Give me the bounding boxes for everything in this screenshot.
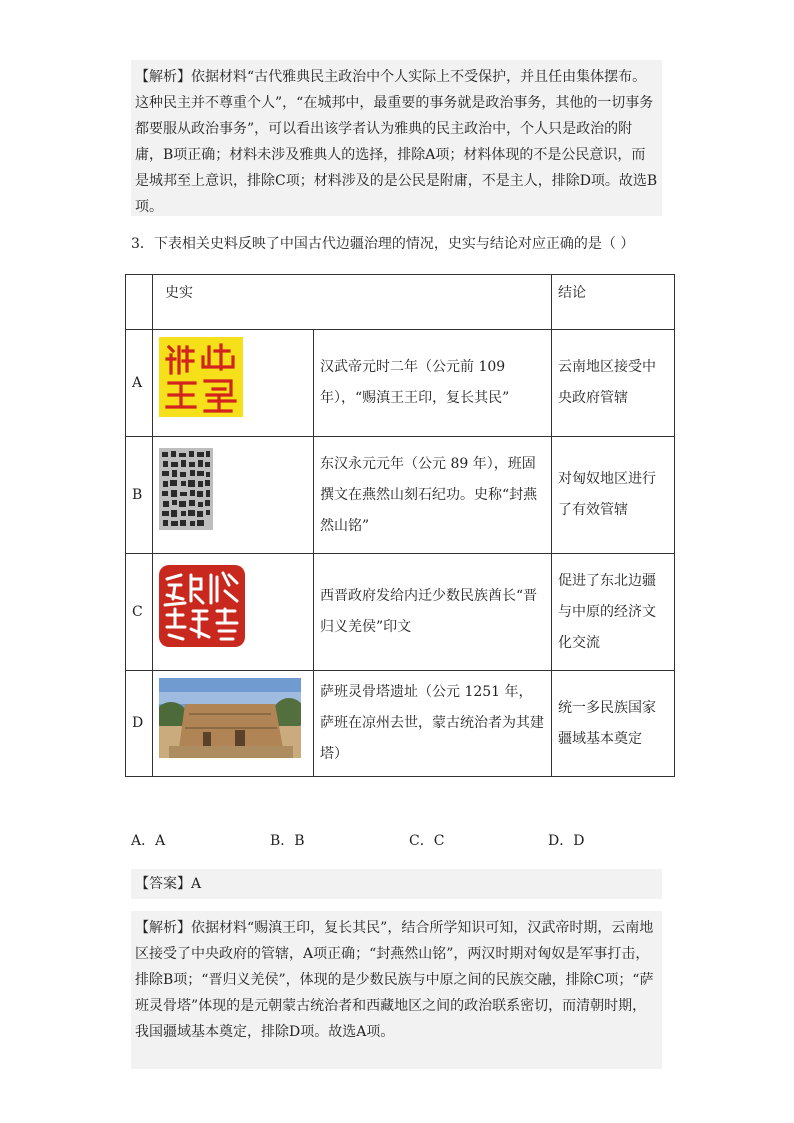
table-header-row bbox=[126, 275, 675, 330]
row-label: B bbox=[126, 437, 153, 554]
analysis-text-2: 【解析】依据材料“赐滇王印，复长其民”，结合所学知识可知，汉武帝时期，云南地区接受了中央政府的管辖，A项正确；“封燕然山铭”，两汉时期对匈奴是军事打击，排除B项；“晋归义羌侯”，体现的是少数民族与中原之间的民族交融，排除C项；“萨班灵骨塔”体现的是元朝蒙古统治者和西藏地区之间的政治联系密切，而清朝时期，我国疆域基本奠定，排除D项。故选A项。 bbox=[135, 920, 654, 1040]
option-d[interactable]: D．D bbox=[548, 833, 585, 849]
fact-cell: 汉武帝元时二年（公元前 109 年），“赐滇王王印，复长其民” bbox=[314, 330, 552, 437]
seal-red-image bbox=[159, 565, 245, 647]
seal-yellow-image bbox=[159, 337, 243, 417]
conclusion-cell: 对匈奴地区进行了有效管辖 bbox=[552, 437, 675, 554]
option-b[interactable]: B．B bbox=[270, 833, 305, 849]
row-label: D bbox=[126, 671, 153, 777]
answer-text: 【答案】A bbox=[135, 876, 202, 892]
fact-cell: 东汉永元元年（公元 89 年），班固撰文在燕然山刻石纪功。史称“封燕然山铭” bbox=[314, 437, 552, 554]
header-conclusion: 结论 bbox=[552, 275, 675, 330]
table-row bbox=[126, 330, 675, 437]
question-text: 3．下表相关史料反映了中国古代边疆治理的情况，史实与结论对应正确的是（ ） bbox=[131, 236, 635, 252]
header-facts: 史实 bbox=[153, 275, 552, 330]
pagoda-ruin-photo bbox=[159, 678, 301, 758]
conclusion-cell: 云南地区接受中央政府管辖 bbox=[552, 330, 675, 437]
answer-box bbox=[131, 869, 662, 899]
fact-cell: 西晋政府发给内迁少数民族酋长“晋归义羌侯”印文 bbox=[314, 554, 552, 671]
analysis-text-1: 【解析】依据材料“古代雅典民主政治中个人实际上不受保护，并且任由集体摆布。这种民主并不尊重个人”，“在城邦中，最重要的事务就是政治事务，其他的一切事务都要服从政治事务”，可以看出该学者认为雅典的民主政治中，个人只是政治的附庸，B项正确；材料未涉及雅典人的选择，排除A项；材料体现的不是公民意识，而是城邦至上意识，排除C项；材料涉及的是公民是附庸，不是主人，排除D项。故选B项。 bbox=[135, 69, 658, 215]
table-row bbox=[126, 437, 675, 554]
option-c[interactable]: C．C bbox=[409, 833, 445, 849]
history-table bbox=[125, 274, 675, 777]
table-row bbox=[126, 554, 675, 671]
conclusion-cell: 促进了东北边疆与中原的经济文化交流 bbox=[552, 554, 675, 671]
row-label: A bbox=[126, 330, 153, 437]
fact-cell: 萨班灵骨塔遗址（公元 1251 年，萨班在凉州去世，蒙古统治者为其建塔） bbox=[314, 671, 552, 777]
table-row bbox=[126, 671, 675, 777]
stone-rubbing-image bbox=[159, 448, 213, 530]
conclusion-cell: 统一多民族国家疆域基本奠定 bbox=[552, 671, 675, 777]
option-a[interactable]: A．A bbox=[131, 833, 166, 849]
row-label: C bbox=[126, 554, 153, 671]
